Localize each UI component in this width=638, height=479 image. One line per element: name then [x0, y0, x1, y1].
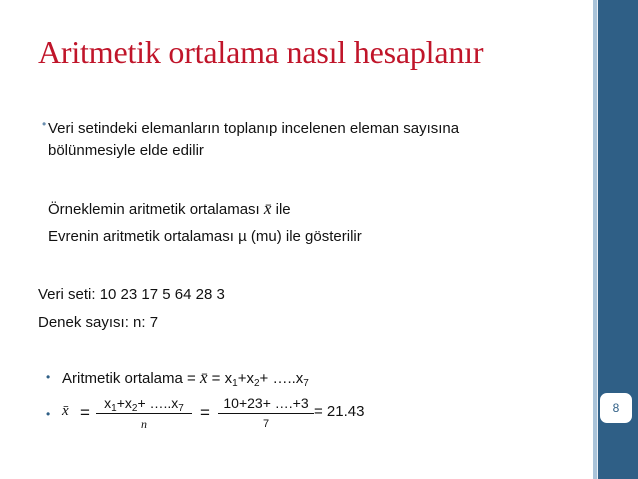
fraction2-numerator: 10+23+ ….+3	[223, 395, 309, 411]
frac1-num-sub1: 1	[111, 403, 117, 414]
frac1-num-sub2: 2	[131, 403, 138, 414]
fraction-values-over-count	[218, 395, 314, 431]
formula1-sub1: 1	[232, 378, 238, 389]
formula2-symbol: x̄	[62, 403, 69, 419]
intro-line-1: Veri setindeki elemanların toplanıp incelenen eleman sayısına	[48, 120, 460, 137]
frac1-num-sub7: 7	[178, 403, 184, 414]
formula1-symbol: x̄	[199, 368, 208, 387]
fraction1-denominator: n	[141, 417, 147, 431]
sample-mean-symbol: x̄	[263, 199, 272, 218]
fraction2-bar	[218, 413, 314, 414]
frac1-num-c: + …..x	[137, 395, 179, 411]
formula1-p2: + …..x	[259, 370, 304, 387]
band-edge-line	[597, 0, 598, 479]
formula1-sub2: 2	[253, 378, 260, 389]
intro-line-2: bölünmesiyle elde edilir	[48, 142, 204, 159]
dataset-line: Veri seti: 10 23 17 5 64 28 3	[38, 286, 225, 303]
formula2-eq2: =	[200, 403, 210, 422]
sample-mean-suffix: ile	[271, 201, 291, 218]
formula2-eq: =	[80, 403, 90, 422]
frac1-num-a: x	[104, 395, 112, 411]
fraction1-numerator	[96, 395, 192, 414]
sample-mean-line	[48, 199, 291, 219]
formula-mean-definition	[62, 368, 309, 388]
formula2-result: = 21.43	[314, 403, 365, 420]
bullet-icon: •	[46, 370, 51, 384]
formula1-prefix: Aritmetik ortalama =	[62, 370, 200, 387]
fraction2-denominator: 7	[262, 418, 270, 430]
population-mean-line: Evrenin aritmetik ortalaması µ (mu) ile gösterilir	[48, 228, 362, 245]
fraction-sum-over-n	[96, 395, 192, 431]
frac1-num-b: +x	[116, 395, 132, 411]
sample-mean-prefix: Örneklemin aritmetik ortalaması	[48, 201, 264, 218]
formula1-eq: = x	[207, 370, 233, 387]
subject-count-line: Denek sayısı: n: 7	[38, 314, 159, 331]
bullet-icon: •	[46, 407, 51, 421]
bullet-icon: •	[42, 117, 47, 131]
slide-title: Aritmetik ortalama nasıl hesaplanır	[38, 34, 484, 70]
formula1-p1: +x	[237, 370, 254, 387]
formula1-sub7: 7	[303, 378, 309, 389]
page-number-badge: 8	[599, 392, 633, 424]
